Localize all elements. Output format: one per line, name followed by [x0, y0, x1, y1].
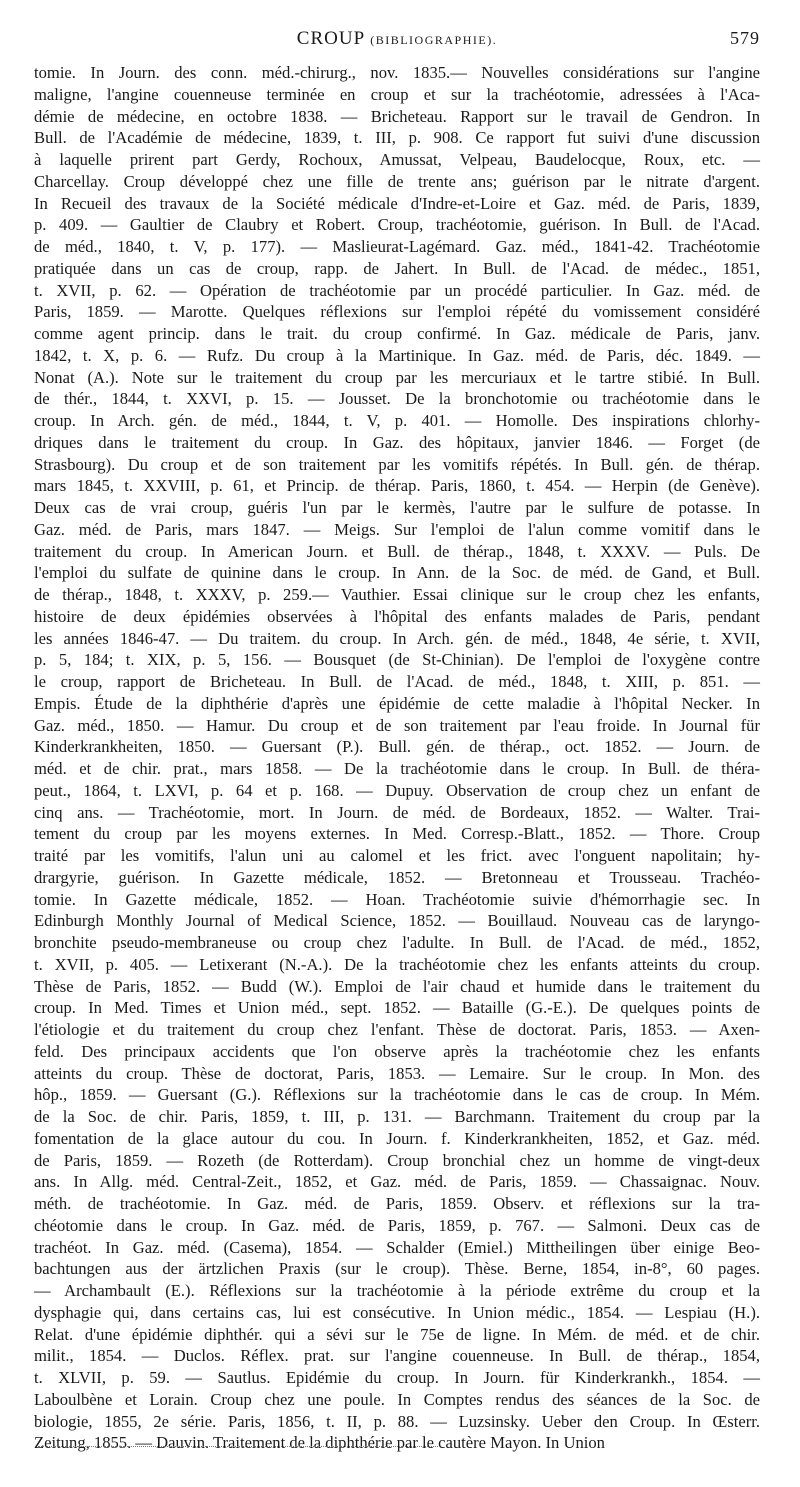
- text-line: t. XVII, p. 62. — Opération de trachéotomie par un procédé particulier. In Gaz. méd. de: [34, 280, 760, 300]
- running-title: [297, 28, 497, 50]
- text-line: histoire de deux épidémies observées à l'hôpital des enfants malades de Paris, pendant: [34, 606, 760, 626]
- text-line: méth. de trachéotomie. In Gaz. méd. de Paris, 1859. Observ. et réflexions sur la tra-: [34, 1194, 760, 1213]
- text-line: hôp., 1859. — Guersant (G.). Réflexions sur la trachéotomie dans le cas de croup. In Mém.: [34, 1085, 760, 1105]
- text-line: pratiquée dans un cas de croup, rapp. de Jahert. In Bull. de l'Acad. de médec., 1851,: [34, 258, 760, 278]
- text-line: Edinburgh Monthly Journal of Medical Science, 1852. — Bouillaud. Nouveau cas de laryngo-: [34, 911, 760, 931]
- text-line: de la Soc. de chir. Paris, 1859, t. III, p. 131. — Barchmann. Traitement du croup par la: [34, 1107, 760, 1126]
- text-line: driques dans le traitement du croup. In Gaz. des hôpitaux, janvier 1846. — Forget (de: [34, 432, 760, 452]
- text-line: tement du croup par les moyens externes. In Med. Corresp.-Blatt., 1852. — Thore. Croup: [34, 824, 760, 844]
- text-line: tomie. In Gazette médicale, 1852. — Hoan. Trachéotomie suivie d'hémorrhagie sec. In: [34, 889, 760, 909]
- text-line: l'étiologie et du traitement du croup chez l'enfant. Thèse de doctorat. Paris, 1853. — Axen-: [34, 1020, 760, 1039]
- text-line: Thèse de Paris, 1852. — Budd (W.). Emploi de l'air chaud et humide dans le traitement du: [34, 976, 760, 996]
- bibliography-text: [34, 62, 760, 1454]
- text-line: Zeitung, 1855. — Dauvin. Traitement de la diphthérie par le cautère Mayon. In Union: [34, 1433, 605, 1453]
- text-line: Empis. Étude de la diphthérie d'après une épidémie de cette maladie à l'hôpital Necker. In: [34, 693, 760, 713]
- text-line: de thér., 1844, t. XXVI, p. 15. — Jousset. De la bronchotomie ou trachéotomie dans le: [34, 389, 760, 409]
- text-line: bronchite pseudo-membraneuse ou croup chez l'adulte. In Bull. de l'Acad. de méd., 1852,: [34, 933, 760, 952]
- text-line: Charcellay. Croup développé chez une fille de trente ans; guérison par le nitrate d'argent.: [34, 171, 760, 191]
- text-line: traité par les vomitifs, l'alun uni au calomel et les frict. avec l'onguent napolitain; hy-: [34, 846, 760, 865]
- text-line: Gaz. méd. de Paris, mars 1847. — Meigs. Sur l'emploi de l'alun comme vomitif dans le: [34, 519, 760, 539]
- text-line: mars 1845, t. XXVIII, p. 61, et Princip. de thérap. Paris, 1860, t. 454. — Herpin (de Genève).: [34, 476, 760, 496]
- text-line: croup. In Arch. gén. de méd., 1844, t. V, p. 401. — Homolle. Des inspirations chlorhy-: [34, 411, 760, 430]
- text-line: bachtungen aus der ärtzlichen Praxis (sur le croup). Thèse. Berne, 1854, in-8°, 60 pages.: [34, 1259, 760, 1279]
- text-line: Deux cas de vrai croup, guéris l'un par le kermès, l'autre par le sulfure de potasse. In: [34, 498, 760, 517]
- text-line: Paris, 1859. — Marotte. Quelques réflexions sur l'emploi répété du vomissement considéré: [34, 302, 760, 322]
- text-line: cinq ans. — Trachéotomie, mort. In Journ. de méd. de Bordeaux, 1852. — Walter. Trai-: [34, 802, 760, 822]
- text-line: méd. et de chir. prat., mars 1858. — De la trachéotomie dans le croup. In Bull. de théra-: [34, 759, 760, 778]
- text-line: de méd., 1840, t. V, p. 177). — Maslieurat-Lagémard. Gaz. méd., 1841-42. Trachéotomie: [34, 237, 760, 256]
- text-line: maligne, l'angine couenneuse terminée en croup et sur la trachéotomie, adressées à l'Aca-: [34, 84, 760, 104]
- running-title-word: CROUP: [296, 28, 365, 49]
- text-line: dysphagie qui, dans certains cas, lui est consécutive. In Union médic., 1854. — Lespiau (H.).: [34, 1302, 760, 1322]
- text-line: p. 5, 184; t. XIX, p. 5, 156. — Bousquet (de St-Chinian). De l'emploi de l'oxygène contre: [34, 650, 760, 670]
- text-line: Kinderkrankheiten, 1850. — Guersant (P.). Bull. gén. de thérap., oct. 1852. — Journ. de: [34, 737, 760, 757]
- text-line: tomie. In Journ. des conn. méd.-chirurg., nov. 1835.— Nouvelles considérations sur l'angine: [34, 63, 760, 82]
- text-line: feld. Des principaux accidents que l'on observe après la trachéotomie chez les enfants: [34, 1041, 760, 1061]
- text-line: Nonat (A.). Note sur le traitement du croup par les mercuriaux et le tartre stibié. In Bull.: [34, 367, 760, 387]
- text-line: démie de médecine, en octobre 1838. — Bricheteau. Rapport sur le travail de Gendron. In: [34, 106, 760, 126]
- text-line: à laquelle prirent part Gerdy, Rochoux, Amussat, Velpeau, Baudelocque, Roux, etc. —: [34, 150, 760, 169]
- text-line: milit., 1854. — Duclos. Réflex. prat. sur l'angine couenneuse. In Bull. de thérap., 1854,: [34, 1346, 760, 1366]
- text-line: Strasbourg). Du croup et de son traitement par les vomitifs répétés. In Bull. gén. de thérap.: [34, 454, 760, 474]
- text-line: biologie, 1855, 2e série. Paris, 1856, t. II, p. 88. — Luzsinsky. Ueber den Croup. In Œsterr.: [34, 1411, 760, 1431]
- running-title-subtitle: (BIBLIOGRAPHIE).: [370, 33, 498, 47]
- text-line: t. XLVII, p. 59. — Sautlus. Epidémie du croup. In Journ. für Kinderkrankh., 1854. —: [34, 1368, 760, 1387]
- text-line: Laboulbène et Lorain. Croup chez une poule. In Comptes rendus des séances de la Soc. de: [34, 1389, 760, 1409]
- page-number: 579: [730, 28, 760, 48]
- text-line: drargyrie, guérison. In Gazette médicale, 1852. — Bretonneau et Trousseau. Trachéo-: [34, 867, 760, 887]
- text-line: Relat. d'une épidémie diphthér. qui a sévi sur le 75e de ligne. In Mém. de méd. et de chir.: [34, 1324, 760, 1344]
- text-line: Gaz. méd., 1850. — Hamur. Du croup et de son traitement par l'eau froide. In Journal für: [34, 715, 760, 735]
- text-line: le croup, rapport de Bricheteau. In Bull. de l'Acad. de méd., 1848, t. XIII, p. 851. —: [34, 672, 760, 691]
- text-line: croup. In Med. Times et Union méd., sept. 1852. — Bataille (G.-E.). De quelques points de: [34, 998, 760, 1018]
- text-line: 1842, t. X, p. 6. — Rufz. Du croup à la Martinique. In Gaz. méd. de Paris, déc. 1849. —: [34, 345, 760, 365]
- text-line: de thérap., 1848, t. XXXV, p. 259.— Vauthier. Essai clinique sur le croup chez les enfants,: [34, 585, 760, 604]
- text-line: trachéot. In Gaz. méd. (Casema), 1854. — Schalder (Emiel.) Mittheilingen über einige Beo-: [34, 1237, 760, 1257]
- text-line: atteints du croup. Thèse de doctorat, Paris, 1853. — Lemaire. Sur le croup. In Mon. des: [34, 1063, 760, 1083]
- text-line: traitement du croup. In American Journ. et Bull. de thérap., 1848, t. XXXV. — Puls. De: [34, 541, 760, 561]
- text-line: t. XVII, p. 405. — Letixerant (N.-A.). De la trachéotomie chez les enfants atteints du croup.: [34, 954, 760, 974]
- text-line: fomentation de la glace autour du cou. In Journ. f. Kinderkrankheiten, 1852, et Gaz. méd.: [34, 1128, 760, 1148]
- running-header: [34, 28, 760, 58]
- text-line: comme agent princip. dans le trait. du croup confirmé. In Gaz. médicale de Paris, janv.: [34, 324, 760, 343]
- text-line: de Paris, 1859. — Rozeth (de Rotterdam). Croup bronchial chez un homme de vingt-deux: [34, 1150, 760, 1170]
- footer-rule: [38, 1446, 440, 1447]
- text-line: l'emploi du sulfate de quinine dans le croup. In Ann. de la Soc. de méd. de Gand, et Bull.: [34, 563, 760, 583]
- text-line: les années 1846-47. — Du traitem. du croup. In Arch. gén. de méd., 1848, 4e série, t. XVII,: [34, 628, 760, 648]
- text-line: peut., 1864, t. LXVI, p. 64 et p. 168. — Dupuy. Observation de croup chez un enfant de: [34, 780, 760, 800]
- text-line: Bull. de l'Académie de médecine, 1839, t. III, p. 908. Ce rapport fut suivi d'une discussion: [34, 128, 760, 148]
- text-line: p. 409. — Gaultier de Claubry et Robert. Croup, trachéotomie, guérison. In Bull. de l'Acad.: [34, 215, 760, 235]
- text-line: In Recueil des travaux de la Société médicale d'Indre-et-Loire et Gaz. méd. de Paris, 1839,: [34, 193, 760, 213]
- text-line: chéotomie dans le croup. In Gaz. méd. de Paris, 1859, p. 767. — Salmoni. Deux cas de: [34, 1215, 760, 1235]
- text-line: ans. In Allg. méd. Central-Zeit., 1852, et Gaz. méd. de Paris, 1859. — Chassaignac. Nouv.: [34, 1172, 760, 1192]
- text-line: — Archambault (E.). Réflexions sur la trachéotomie à la période extrême du croup et la: [34, 1281, 760, 1300]
